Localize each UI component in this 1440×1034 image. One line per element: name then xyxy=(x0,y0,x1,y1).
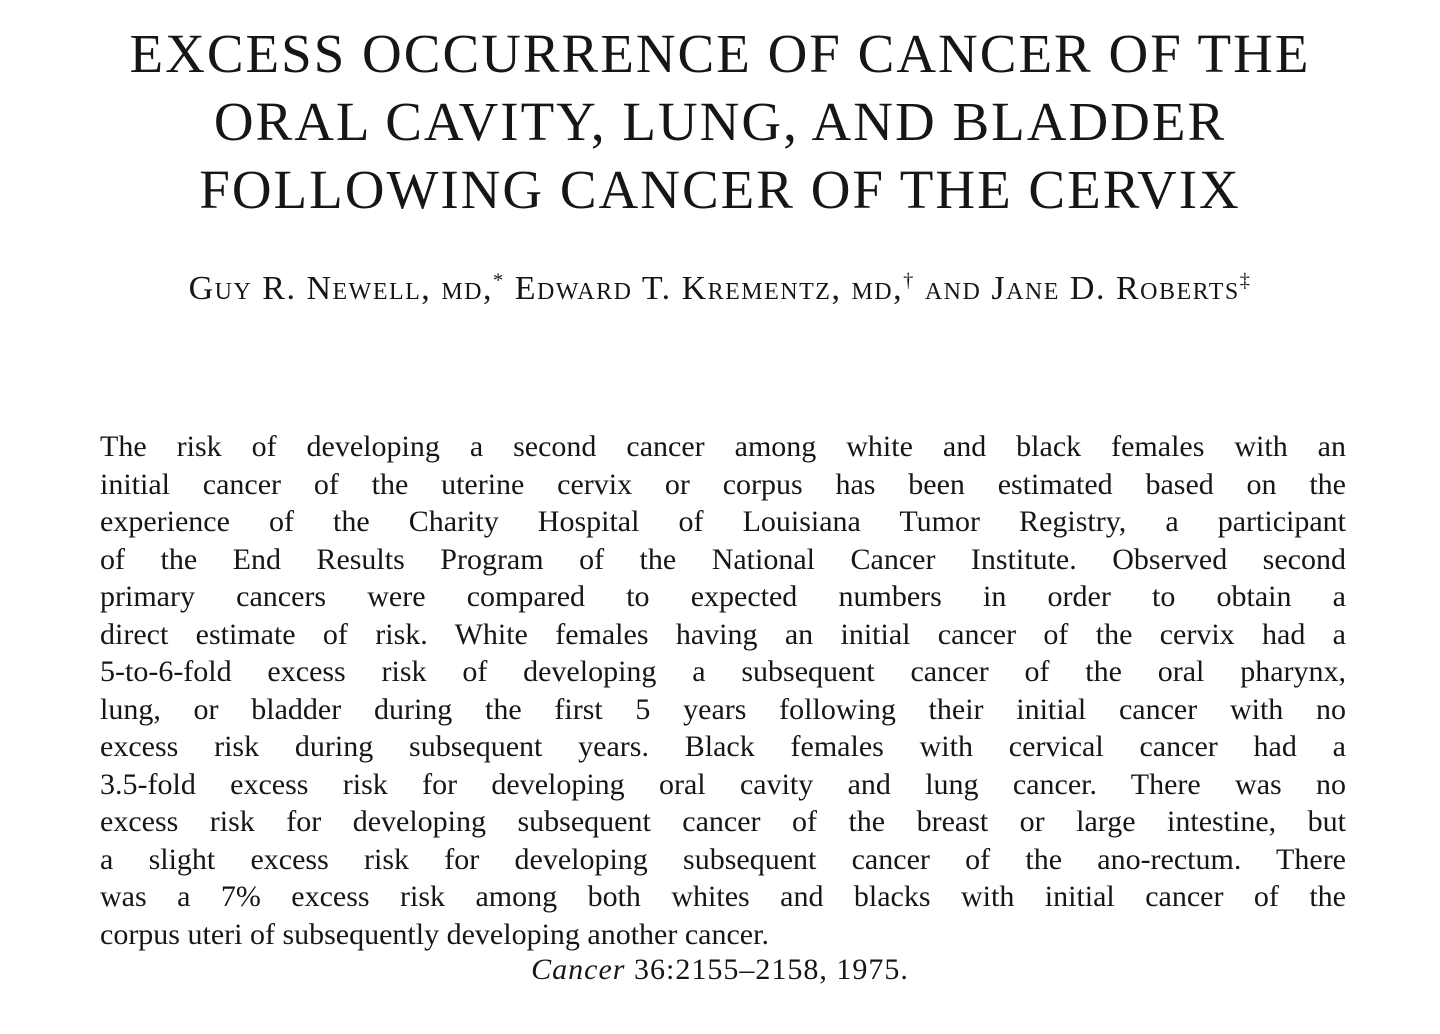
author-name: Guy R. Newell, xyxy=(188,270,432,307)
abstract-line: excess risk during subsequent years. Black females with cervical cancer had a xyxy=(100,730,1346,763)
title-line: FOLLOWING CANCER OF THE CERVIX xyxy=(199,159,1241,220)
author-degree: md, xyxy=(851,270,904,307)
journal-name: Cancer xyxy=(531,953,626,986)
abstract-line: initial cancer of the uterine cervix or corpus has been estimated based on the xyxy=(100,467,1346,501)
abstract-line: a slight excess risk for developing subsequent cancer of the ano-rectum. There xyxy=(100,842,1346,876)
abstract-line: 3.5-fold excess risk for developing oral cavity and lung cancer. There was no xyxy=(100,767,1346,801)
article-title xyxy=(0,20,1440,224)
abstract-line: was a 7% excess risk among both whites and blacks with initial cancer of the xyxy=(100,880,1346,913)
abstract-line: direct estimate of risk. White females having an initial cancer of the cervix had a xyxy=(100,617,1346,651)
abstract-line: The risk of developing a second cancer among white and black females with an xyxy=(100,430,1346,463)
abstract xyxy=(100,428,1346,953)
journal-reference: 36:2155–2158, 1975. xyxy=(633,953,909,986)
author-name: Edward T. Krementz, xyxy=(514,270,842,307)
abstract-line: experience of the Charity Hospital of Louisiana Tumor Registry, a participant xyxy=(100,505,1346,538)
abstract-line: primary cancers were compared to expected numbers in order to obtain a xyxy=(100,580,1346,613)
abstract-line: lung, or bladder during the first 5 years following their initial cancer with no xyxy=(100,692,1346,726)
author-footnote-mark: * xyxy=(492,269,505,292)
abstract-line: 5-to-6-fold excess risk of developing a subsequent cancer of the oral pharynx, xyxy=(100,655,1346,688)
author-conjunction: and xyxy=(924,270,982,307)
author-footnote-mark: † xyxy=(903,269,915,292)
abstract-line: of the End Results Program of the National Cancer Institute. Observed second xyxy=(100,542,1346,576)
citation xyxy=(0,953,1440,987)
author-list xyxy=(30,270,1410,308)
author-footnote-mark: ‡ xyxy=(1239,269,1252,292)
abstract-line: corpus uteri of subsequently developing another cancer. xyxy=(100,917,769,951)
title-line: ORAL CAVITY, LUNG, AND BLADDER xyxy=(213,91,1227,152)
abstract-line: excess risk for developing subsequent cancer of the breast or large intestine, but xyxy=(100,805,1346,838)
author-name: Jane D. Roberts xyxy=(991,270,1240,307)
title-line: EXCESS OCCURRENCE OF CANCER OF THE xyxy=(129,23,1311,84)
author-degree: md, xyxy=(441,270,493,307)
